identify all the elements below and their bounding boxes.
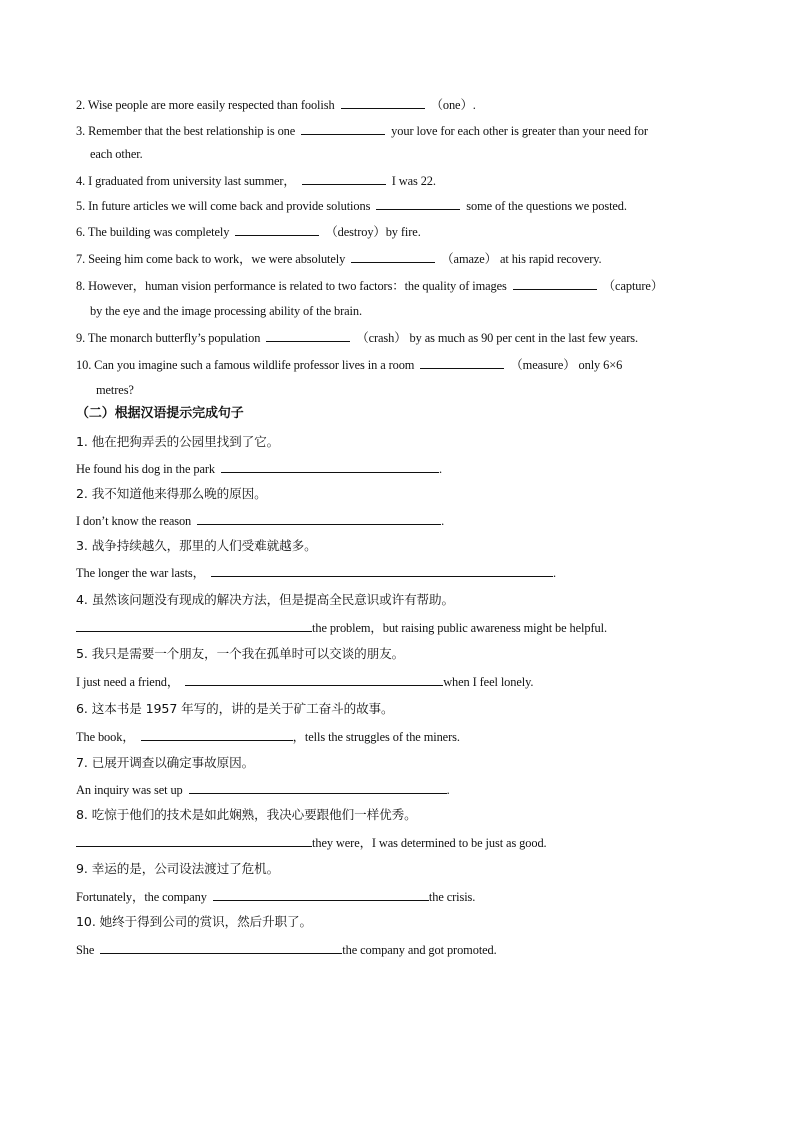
exercise-item-8 [76, 277, 663, 294]
chinese-prompt-8: 8. 吃惊于他们的技术是如此娴熟，我决心要跟他们一样优秀。 [76, 807, 417, 822]
item-text: 7. Seeing him come back to work，we were absolutely [76, 252, 346, 266]
item-text: . [446, 783, 450, 797]
answer-blank[interactable] [213, 888, 429, 901]
item-text: they were，I was determined to be just as good. [312, 836, 547, 850]
translation-line-8 [76, 834, 547, 851]
item-text: （one）. [430, 98, 476, 112]
item-text: Fortunately，the company [76, 890, 207, 904]
item-text: 10. Can you imagine such a famous wildlife professor lives in a room [76, 358, 415, 372]
item-text: （destroy）by fire. [325, 225, 421, 239]
translation-line-1 [76, 460, 442, 477]
answer-blank[interactable] [189, 781, 447, 794]
item-text: your love for each other is greater than your need for [391, 124, 648, 138]
exercise-item-3-continuation: each other. [90, 147, 143, 161]
chinese-prompt-4: 4. 虽然该问题没有现成的解决方法，但是提高全民意识或许有帮助。 [76, 592, 455, 607]
item-text: 3. Remember that the best relationship is one [76, 124, 296, 138]
chinese-prompt-7: 7. 已展开调查以确定事故原因。 [76, 755, 255, 770]
translation-line-10 [76, 941, 497, 958]
item-text: I just need a friend， [76, 675, 180, 689]
answer-blank[interactable] [301, 122, 385, 135]
item-text: The book， [76, 730, 135, 744]
item-text: 2. Wise people are more easily respected than foolish [76, 98, 335, 112]
answer-blank[interactable] [185, 673, 443, 686]
answer-blank[interactable] [420, 356, 504, 369]
chinese-prompt-6: 6. 这本书是 1957 年写的，讲的是关于矿工奋斗的故事。 [76, 701, 394, 716]
answer-blank[interactable] [376, 197, 460, 210]
answer-blank[interactable] [76, 834, 312, 847]
answer-blank[interactable] [211, 564, 553, 577]
exercise-item-7 [76, 250, 602, 267]
answer-blank[interactable] [221, 460, 439, 473]
item-text: （crash） by as much as 90 per cent in the last few years. [356, 331, 639, 345]
item-text: 4. I graduated from university last summer， [76, 174, 296, 188]
chinese-prompt-5: 5. 我只是需要一个朋友，一个我在孤单时可以交谈的朋友。 [76, 646, 405, 661]
translation-line-7 [76, 781, 450, 798]
translation-line-2 [76, 512, 444, 529]
chinese-prompt-10: 10. 她终于得到公司的赏识，然后升职了。 [76, 914, 313, 929]
item-text: . [441, 514, 445, 528]
item-text: the problem，but raising public awareness might be helpful. [312, 621, 607, 635]
answer-blank[interactable] [141, 728, 293, 741]
item-text: 6. The building was completely [76, 225, 230, 239]
section-heading: （二）根据汉语提示完成句子 [76, 406, 244, 421]
translation-line-3 [76, 564, 556, 581]
translation-line-4 [76, 619, 607, 636]
item-text: some of the questions we posted. [466, 199, 627, 213]
exercise-item-4 [76, 172, 436, 189]
chinese-prompt-2: 2. 我不知道他来得那么晚的原因。 [76, 486, 267, 501]
exercise-item-10-continuation: metres? [96, 383, 134, 397]
answer-blank[interactable] [351, 250, 435, 263]
exercise-item-8-continuation: by the eye and the image processing ability of the brain. [90, 304, 362, 318]
exercise-item-3 [76, 122, 648, 139]
translation-line-5 [76, 673, 533, 690]
item-text: 8. However，human vision performance is related to two factors：the quality of images [76, 279, 507, 293]
item-text: I was 22. [391, 174, 436, 188]
answer-blank[interactable] [76, 619, 312, 632]
item-text: ，tells the struggles of the miners. [292, 730, 460, 744]
chinese-prompt-3: 3. 战争持续越久，那里的人们受难就越多。 [76, 538, 317, 553]
translation-line-9 [76, 888, 475, 905]
item-text: . [438, 462, 442, 476]
item-text: the crisis. [428, 890, 476, 904]
answer-blank[interactable] [341, 96, 425, 109]
item-text: I don’t know the reason [76, 514, 192, 528]
item-text: （measure） only 6×6 [510, 358, 623, 372]
answer-blank[interactable] [235, 223, 319, 236]
exercise-item-6 [76, 223, 421, 240]
item-text: An inquiry was set up [76, 783, 183, 797]
item-text: She [76, 943, 95, 957]
exercise-item-9 [76, 329, 638, 346]
item-text: 5. In future articles we will come back and provide solutions [76, 199, 371, 213]
exercise-item-2 [76, 96, 476, 113]
item-text: （amaze） at his rapid recovery. [441, 252, 602, 266]
item-text: when I feel lonely. [443, 675, 534, 689]
exercise-item-5 [76, 197, 627, 214]
item-text: The longer the war lasts， [76, 566, 205, 580]
item-text: the company and got promoted. [342, 943, 497, 957]
answer-blank[interactable] [197, 512, 441, 525]
answer-blank[interactable] [513, 277, 597, 290]
item-text: （capture） [602, 279, 664, 293]
item-text: . [552, 566, 556, 580]
item-text: He found his dog in the park [76, 462, 215, 476]
answer-blank[interactable] [266, 329, 350, 342]
exercise-item-10 [76, 356, 622, 373]
answer-blank[interactable] [302, 172, 386, 185]
translation-line-6 [76, 728, 460, 745]
answer-blank[interactable] [100, 941, 342, 954]
chinese-prompt-1: 1. 他在把狗弄丢的公园里找到了它。 [76, 434, 280, 449]
item-text: 9. The monarch butterfly’s population [76, 331, 261, 345]
chinese-prompt-9: 9. 幸运的是，公司设法渡过了危机。 [76, 861, 280, 876]
